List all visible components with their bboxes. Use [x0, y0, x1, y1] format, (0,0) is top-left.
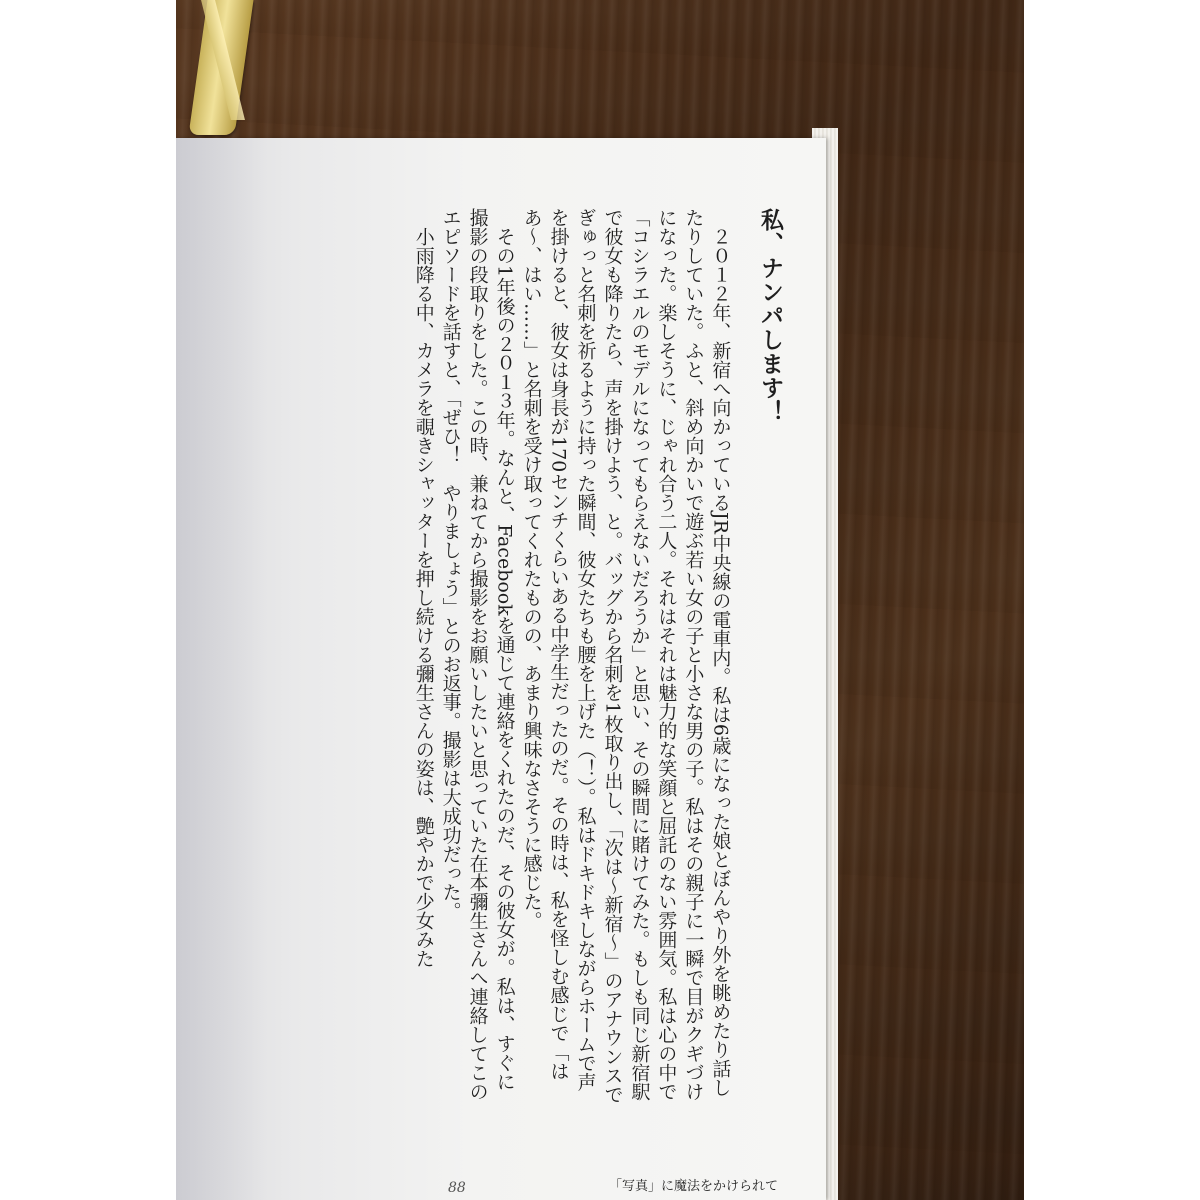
- page-shadow: [176, 138, 266, 1200]
- paragraph: ２０１２年、新宿へ向かっているJR中央線の電車内。私は6歳になった娘とぼんやり外を眺めたり話したりしていた。ふと、斜め向かいで遊ぶ若い女の子と小さな男の子。私はその親子に一瞬で目がクギづけになった。楽しそうに、じゃれ合う二人。それはそれは魅力的な笑顔と屈託のない雰囲気。私は心の中で「コシラエルのモデルになってもらえないだろうか」と思い、その瞬間に賭けてみた。もしも同じ新宿駅で彼女も降りたら、声を掛けよう、と。バッグから名刺を1枚取り出し、「次は〜新宿〜」のアナウンスでぎゅっと名刺を祈るように持った瞬間、彼女たちも腰を上げた（！）。私はドキドキしながらホームで声を掛けると、彼女は身長が170センチくらいある中学生だったのだ。その時は、私を怪しむ感じで「はあ〜、はい……」と名刺を受け取ってくれたものの、あまり興味なさそうに感じた。: [520, 208, 732, 1104]
- paragraph: 小雨降る中、カメラを覗きシャッターを押し続ける彌生さんの姿は、艶やかで少女みた: [412, 227, 435, 968]
- book-page: [176, 138, 826, 1200]
- page-number: 88: [448, 1180, 466, 1196]
- section-heading: 私、ナンパします！: [757, 208, 783, 424]
- paragraph: その1年後の２０１３年。なんと、Facebookを通じて連絡をくれたのだ、その彼女が。私は、すぐに撮影の段取りをした。この時、兼ねてから撮影をお願いしたいと思っていた在本彌生さんへ連絡してこのエピソードを話すと、「ぜひ！ やりましょう」とのお返事。撮影は大成功だった。: [439, 208, 516, 1101]
- running-footer-title: 「写真」に魔法をかけられて: [608, 1179, 778, 1194]
- vertical-text-block: [206, 208, 786, 1108]
- book-photo: [176, 0, 1024, 1200]
